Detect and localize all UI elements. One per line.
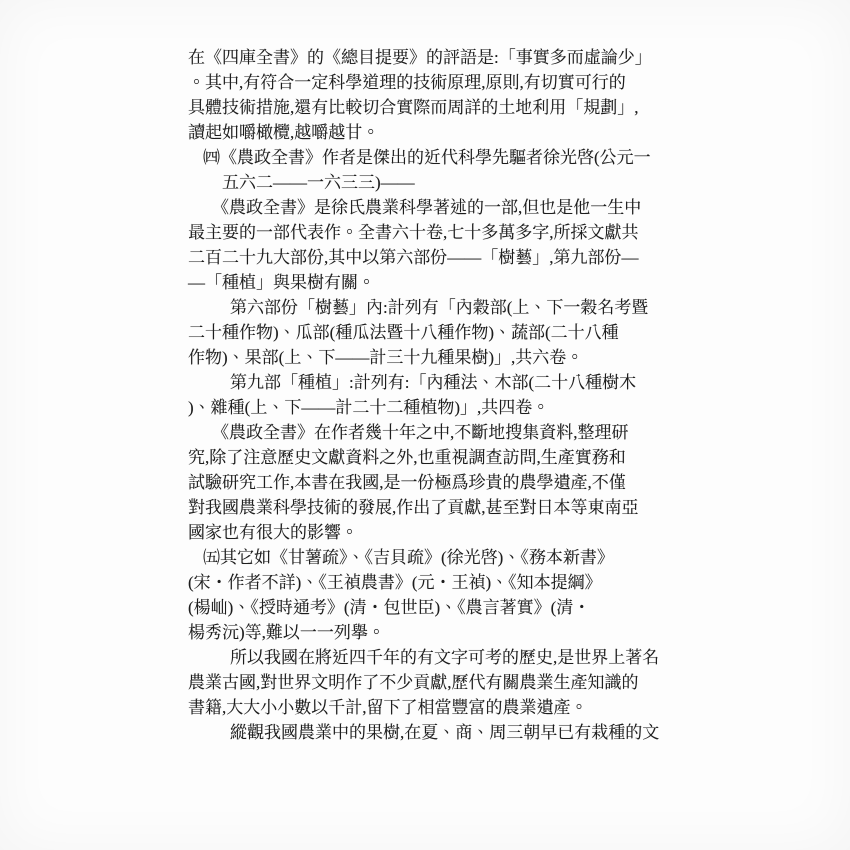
text-line: 《農政全書》在作者幾十年之中,不斷地搜集資料,整理研 — [212, 423, 629, 442]
text-line: —「種植」與果樹有關。 — [188, 273, 375, 292]
text-line: 究,除了注意歷史文獻資料之外,也重視調查訪問,生產實務和 — [188, 448, 626, 467]
text-line: )、雜種(上、下——計二十二種植物)」,共四卷。 — [188, 398, 550, 417]
text-line-list-item-4: ㈣《農政全書》作者是傑出的近代科學先驅者徐光啓(公元一 — [203, 148, 651, 167]
text-line: 《農政全書》是徐氏農業科學著述的一部,但也是他一生中 — [212, 198, 642, 217]
text-line: 二百二十九大部份,其中以第六部份——「樹藝」,第九部份— — [188, 248, 639, 267]
text-line: 第九部「種植」:計列有:「內種法、木部(二十八種樹木 — [230, 373, 637, 392]
text-line: 縱觀我國農業中的果樹,在夏、商、周三朝早已有栽種的文 — [230, 723, 660, 742]
text-line: 第六部份「樹藝」內:計列有「內穀部(上、下一穀名考暨 — [230, 298, 649, 317]
text-line: 楊秀沅)等,難以一一列擧。 — [188, 623, 385, 642]
text-line: 。其中,有符合一定科學道理的技術原理,原則,有切實可行的 — [188, 73, 626, 92]
text-line: (宋・作者不詳)、《王禎農書》(元・王禎)、《知本提綱》 — [188, 573, 602, 592]
text-line-list-item-5: ㈤其它如《甘薯疏》、《吉貝疏》(徐光啓)、《務本新書》 — [203, 548, 614, 567]
text-line: 試驗研究工作,本書在我國,是一份極爲珍貴的農學遺產,不僅 — [188, 473, 626, 492]
text-line: 書籍,大大小小數以千計,留下了相當豐富的農業遺產。 — [188, 698, 588, 717]
text-block — [188, 45, 688, 745]
text-line: 二十種作物)、瓜部(種瓜法暨十八種作物)、蔬部(二十八種 — [188, 323, 619, 342]
text-line: (楊屾)、《授時通考》(清・包世臣)、《農言著實》(清・ — [188, 598, 591, 617]
text-line: 在《四庫全書》的《總目提要》的評語是:「事實多而虛論少」 — [188, 48, 652, 67]
text-line: 具體技術措施,還有比較切合實際而周詳的土地利用「規劃」, — [188, 98, 639, 117]
text-line: 最主要的一部代表作。全書六十卷,七十多萬多字,所採文獻共 — [188, 223, 639, 242]
text-line: 作物)、果部(上、下——計三十九種果樹)」,共六卷。 — [188, 348, 584, 367]
text-line: 讀起如嚼橄欖,越嚼越甘。 — [188, 123, 380, 142]
text-line: 農業古國,對世界文明作了不少貢獻,歷代有關農業生產知識的 — [188, 673, 639, 692]
text-line: 所以我國在將近四千年的有文字可考的歷史,是世界上著名 — [230, 648, 660, 667]
text-line: 國家也有很大的影響。 — [188, 523, 358, 542]
text-line: 五六二——一六三三)—— — [222, 173, 415, 192]
text-line: 對我國農業科學技術的發展,作出了貢獻,甚至對日本等東南亞 — [188, 498, 639, 517]
